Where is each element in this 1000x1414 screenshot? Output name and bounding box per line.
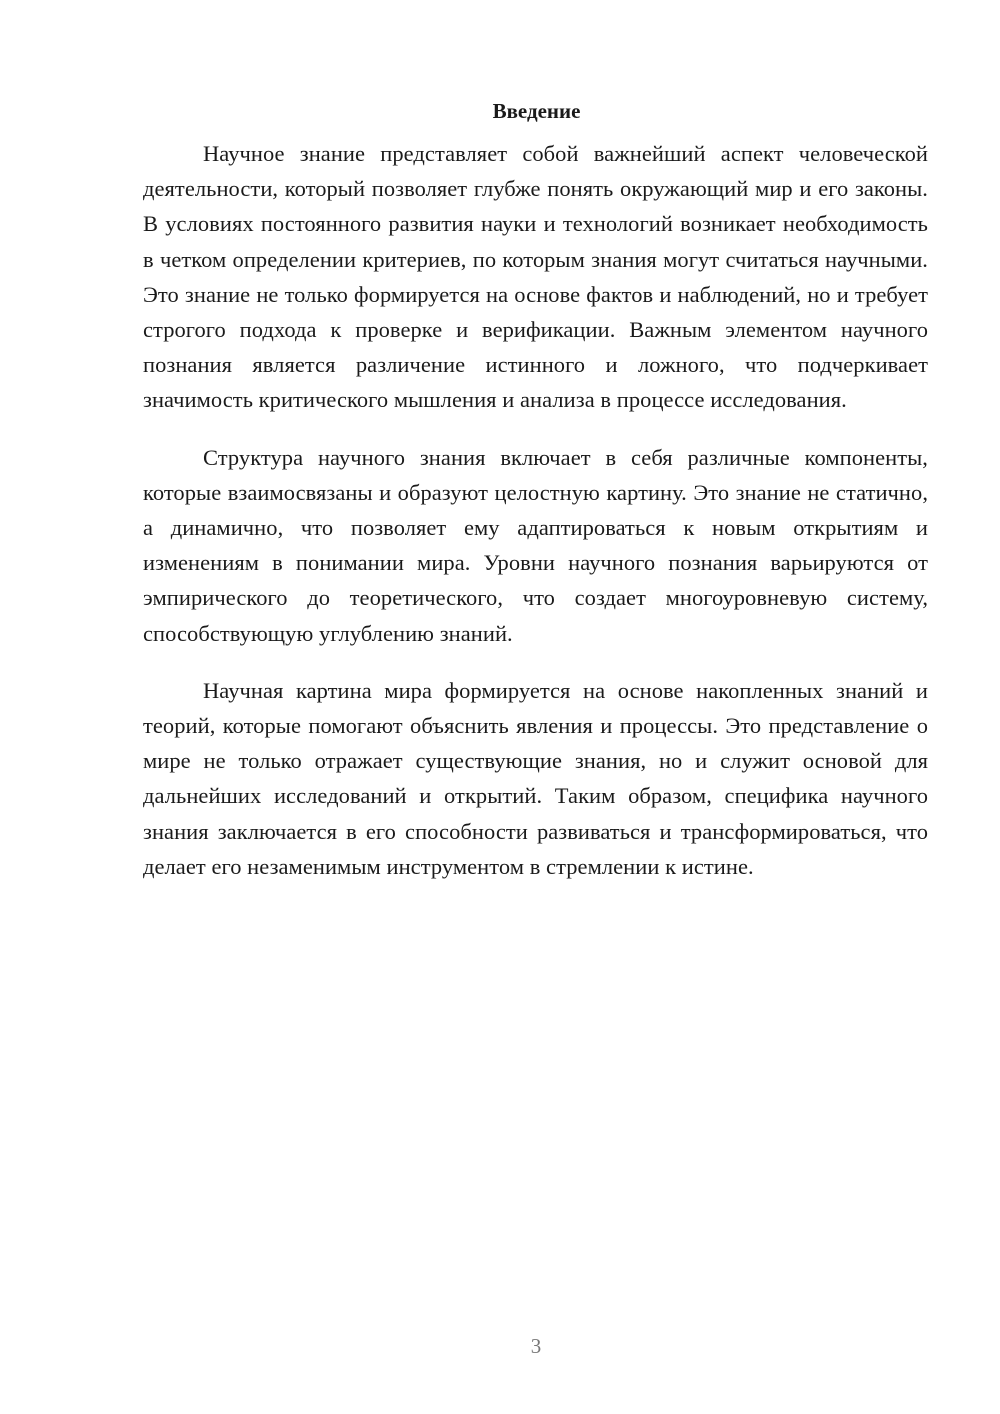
page-number: 3: [530, 1334, 542, 1358]
paragraph-1: Научное знание представляет собой важнейший аспект человеческой деятельности, который позволяет глубже понять окружающий мир и его законы. В условиях постоянного развития науки и технологий возникает необходимость в четком определении критериев, по которым знания могут считаться научными. Это знание не только формируется на основе фактов и наблюдений, но и требует строгого подхода к проверке и верификации. Важным элементом научного познания является различение истинного и ложного, что подчеркивает значимость критического мышления и анализа в процессе исследования.: [143, 141, 928, 413]
paragraph-3: Научная картина мира формируется на основе накопленных знаний и теорий, которые помогают объяснить явления и процессы. Это представление о мире не только отражает существующие знания, но и служит основой для дальнейших исследований и открытий. Таким образом, специфика научного знания заключается в его способности развиваться и трансформироваться, что делает его незаменимым инструментом в стремлении к истине.: [143, 677, 928, 879]
section-title: Введение: [492, 99, 581, 123]
page-content: [143, 96, 928, 884]
paragraph-2: Структура научного знания включает в себя различные компоненты, которые взаимосвязаны и образуют целостную картину. Это знание не статично, а динамично, что позволяет ему адаптироваться к новым открытиям и изменениям в понимании мира. Уровни научного познания варьируются от эмпирического до теоретического, что создает многоуровневую систему, способствующую углублению знаний.: [143, 444, 928, 646]
